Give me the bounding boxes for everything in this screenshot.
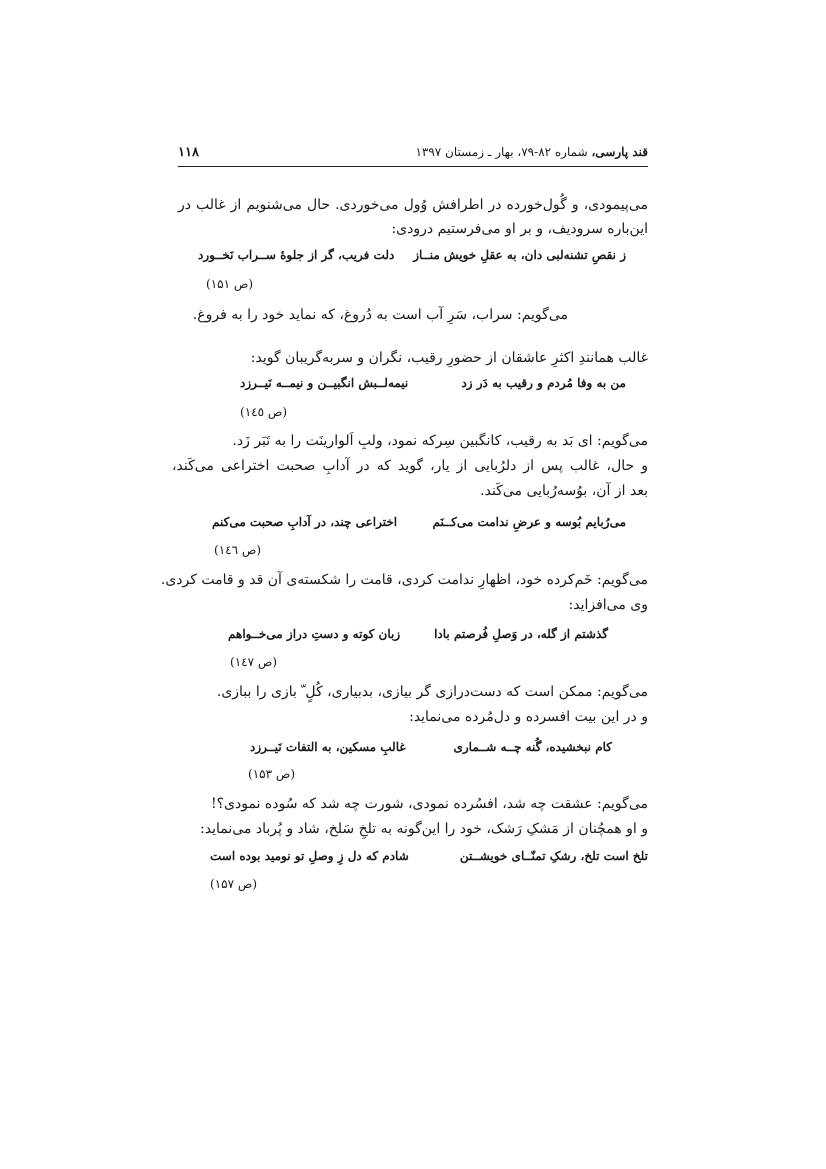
journal-name: قند پارسی،	[591, 145, 648, 159]
verse-hemistich: می‌رُبایم بُوسه و عرضِ ندامت می‌کــنَم	[432, 515, 626, 529]
text-line: می‌پیمودی، و گُول‌خورده در اطرافش وُول می‌خوردی. حال می‌شنویم از غالب در	[178, 197, 648, 213]
text-line: و حال، غالب پس از دلرُبایی از یار، گوید که در آدابِ صحبت اختراعی می‌کَند،	[172, 458, 648, 474]
page-reference: (ص ۱۵۷)	[210, 877, 258, 891]
verse-hemistich: اختراعی چند، در آدابِ صحبت می‌کنم	[212, 515, 398, 529]
page-number: ۱۱۸	[178, 145, 199, 160]
text-line: این‌باره سرودیف، و بر او می‌فرستیم درودی:	[391, 221, 648, 237]
page-reference: (ص ۱٤٥)	[240, 405, 288, 419]
verse-hemistich: نیمه‌لــبش انگبیــن و نیمــه نَیــرزد	[240, 376, 409, 390]
verse-hemistich: من به وفا مُردم و رقیب به دَر زد	[461, 376, 626, 390]
verse-hemistich: زبان کوته و دستِ دراز می‌خــواهم	[228, 627, 401, 641]
running-header	[178, 142, 648, 166]
text-line: می‌گویم: سراب، سَرِ آب است به دُروغ، که نماید خود را به فروغ.	[192, 307, 568, 323]
verse-hemistich: دلت فریب، گر از جلوهٔ ســراب نَخــورد	[198, 248, 395, 262]
page-reference: (ص ۱۵۱)	[206, 277, 254, 291]
text-line: غالب همانندِ اکثرِ عاشقان از حضورِ رقیب، نگران و سربه‌گریبان گوید:	[250, 350, 648, 366]
header-rule	[178, 166, 648, 167]
issue-info: شماره ۸۲-۷۹، بهار ـ زمستان ۱۳۹۷	[415, 145, 592, 159]
text-line: می‌گویم: عشقت چه شد، افسُرده نمودی، شورت چه شد که سُوده نمودی؟!	[211, 796, 648, 812]
verse-hemistich: گذشتم از گله، در وَصلِ فُرصتم بادا	[434, 627, 608, 641]
page-reference: (ص ۱٤۷)	[230, 655, 278, 669]
journal-title	[415, 145, 648, 159]
verse-hemistich: تلخ است تلخ، رشکِ تمنّــای خویشــتن	[459, 849, 648, 863]
verse-hemistich: غالبِ مسکین، به التفات نَیــرزد	[250, 740, 406, 754]
page-reference: (ص ۱٤٦)	[214, 543, 262, 557]
verse-hemistich: ز نقصِ تشنه‌لبی دان، به عقلِ خویش منــاز	[413, 248, 626, 262]
text-line: می‌گویم: ای بَد به رقیب، کانگبین سِرکه نمود، ولبِ اَلوارینَت را به تَبَر زَد.	[232, 433, 648, 449]
text-line: و در این بیت افسرده و دل‌مُرده می‌نماید:	[409, 709, 648, 725]
verse-hemistich: شادم که دل زِ وصلِ تو نومید بوده است	[210, 849, 409, 863]
text-line: و او همچُنان از مَشکِ رَشک، خود را این‌گونه به تلخِ سَلخ، شاد و پُرباد می‌نماید:	[200, 821, 648, 837]
text-line: می‌گویم: خَم‌کرده خود، اظهارِ ندامت کردی، قامت را شکسته‌ی آن قد و قامت کردی.	[160, 572, 648, 588]
text-line: وی می‌افزاید:	[568, 597, 648, 613]
text-line: بعد از آن، بوُسه‌رُبایی می‌کَند.	[480, 483, 648, 499]
verse-hemistich: کام نبخشیده، گُنه چــه شــماری	[453, 740, 612, 754]
text-line: می‌گویم: ممکن است که دست‌درازی گر بیازی، بدبیاری، کُلٍ ّ بازی را ببازی.	[216, 684, 648, 700]
page-reference: (ص ۱۵۳)	[248, 767, 296, 781]
